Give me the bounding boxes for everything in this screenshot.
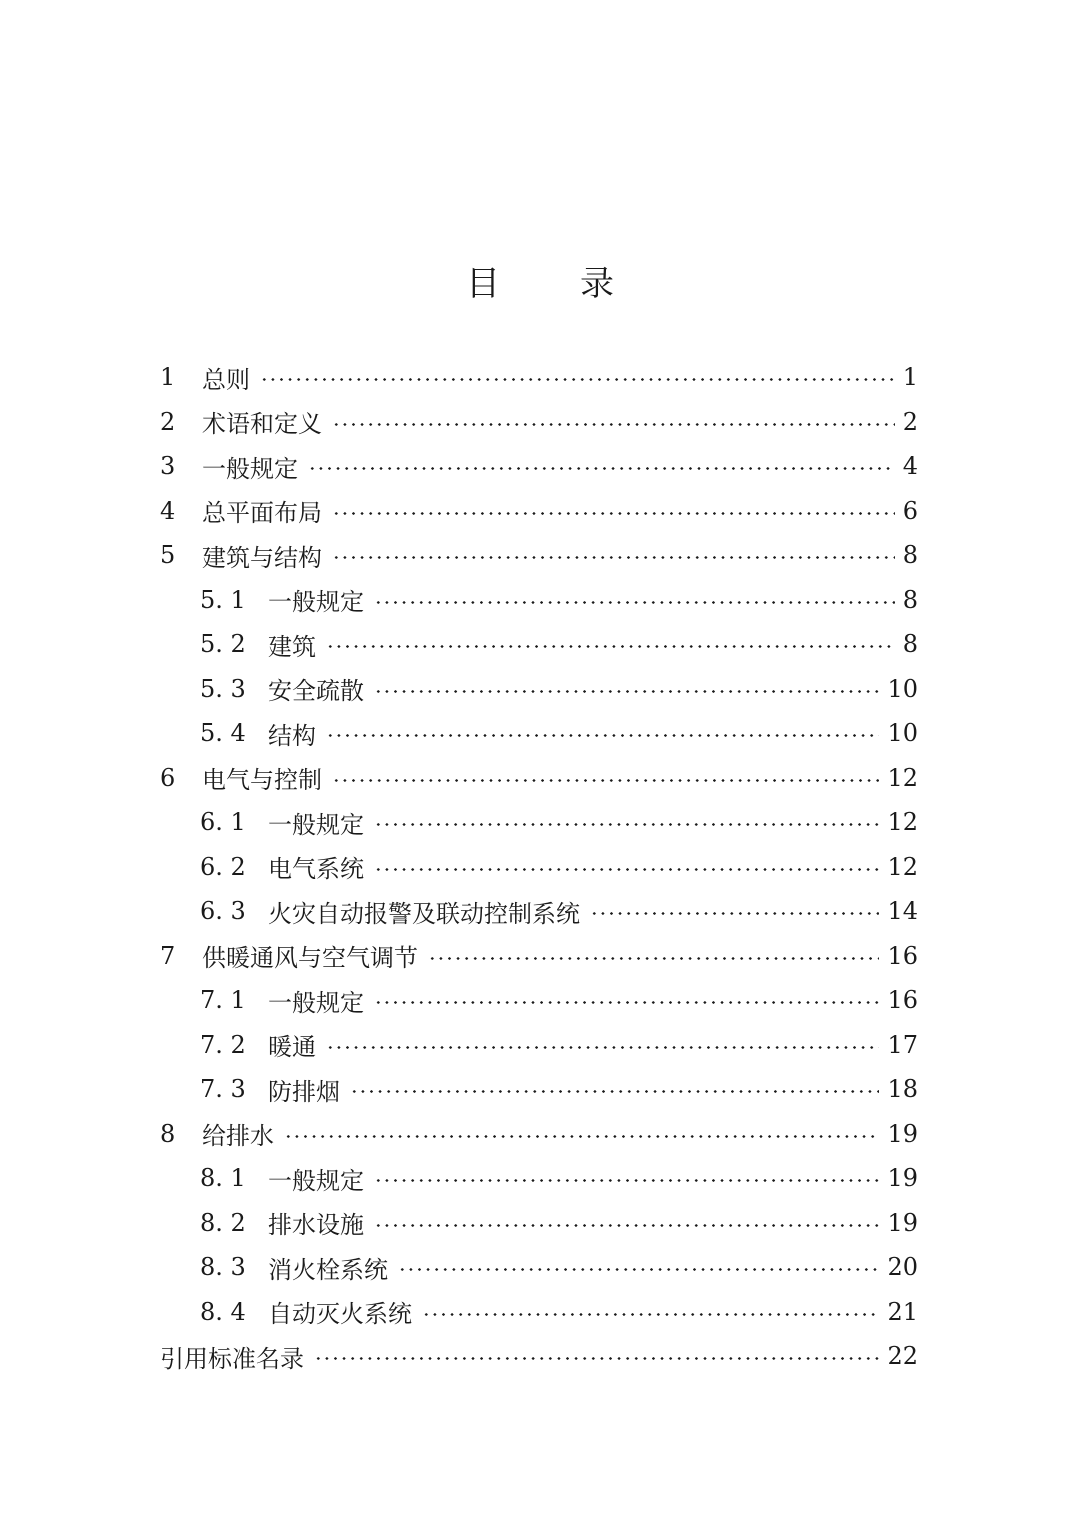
section-number: 7	[160, 941, 176, 970]
page-number: 18	[887, 1075, 918, 1104]
toc-entry[interactable]	[160, 1156, 918, 1201]
section-number: 6. 1	[200, 808, 246, 837]
toc-entry[interactable]	[160, 978, 918, 1023]
dot-leader	[428, 944, 879, 968]
section-number: 5. 4	[200, 719, 246, 748]
page-number: 19	[887, 1164, 918, 1193]
dot-leader	[374, 1166, 879, 1190]
section-title: 一般规定	[268, 588, 364, 617]
section-title: 一般规定	[268, 810, 364, 839]
toc-entry[interactable]	[160, 1334, 918, 1379]
page-title	[0, 256, 1080, 305]
dot-leader	[374, 855, 879, 879]
dot-leader	[332, 410, 895, 434]
dot-leader	[260, 365, 895, 389]
page-number: 1	[902, 363, 918, 392]
toc-entry[interactable]	[160, 355, 918, 400]
page-number: 16	[887, 941, 918, 970]
section-number: 7. 2	[200, 1030, 246, 1059]
section-number: 5. 1	[200, 585, 246, 614]
toc-entry[interactable]	[160, 711, 918, 756]
section-number: 5. 2	[200, 630, 246, 659]
dot-leader	[374, 988, 879, 1012]
toc-entry[interactable]	[160, 578, 918, 623]
toc-entry[interactable]	[160, 1245, 918, 1290]
section-title: 供暖通风与空气调节	[202, 944, 418, 973]
page-number: 6	[902, 496, 918, 525]
page-number: 19	[887, 1208, 918, 1237]
section-title: 给排水	[202, 1122, 274, 1151]
page-number: 10	[887, 674, 918, 703]
section-title: 排水设施	[268, 1211, 364, 1240]
section-number: 4	[160, 496, 176, 525]
section-title: 火灾自动报警及联动控制系统	[268, 899, 580, 928]
page-number: 16	[887, 986, 918, 1015]
dot-leader	[326, 721, 879, 745]
toc-entry[interactable]	[160, 756, 918, 801]
section-number: 6	[160, 763, 176, 792]
page-number: 17	[887, 1030, 918, 1059]
section-title: 消火栓系统	[268, 1255, 388, 1284]
section-number: 8	[160, 1119, 176, 1148]
toc-entry[interactable]	[160, 1201, 918, 1246]
section-title: 建筑	[268, 632, 316, 661]
section-number: 5	[160, 541, 176, 570]
dot-leader	[308, 454, 895, 478]
page-number: 8	[902, 630, 918, 659]
dot-leader	[332, 766, 879, 790]
section-title: 结构	[268, 721, 316, 750]
dot-leader	[350, 1077, 879, 1101]
page-number: 14	[887, 897, 918, 926]
dot-leader	[326, 1033, 879, 1057]
page-number: 12	[887, 808, 918, 837]
section-number: 8. 2	[200, 1208, 246, 1237]
dot-leader	[374, 677, 879, 701]
toc-entry[interactable]	[160, 1023, 918, 1068]
section-number: 7. 3	[200, 1075, 246, 1104]
section-number: 8. 1	[200, 1164, 246, 1193]
section-title: 防排烟	[268, 1077, 340, 1106]
toc-entry[interactable]	[160, 533, 918, 578]
section-number: 3	[160, 452, 176, 481]
table-of-contents	[160, 355, 918, 1379]
page-number: 10	[887, 719, 918, 748]
dot-leader	[284, 1122, 879, 1146]
toc-entry[interactable]	[160, 489, 918, 534]
page-number: 21	[887, 1297, 918, 1326]
section-number: 7. 1	[200, 986, 246, 1015]
dot-leader	[332, 499, 895, 523]
toc-entry[interactable]	[160, 889, 918, 934]
page-number: 8	[902, 585, 918, 614]
toc-entry[interactable]	[160, 800, 918, 845]
section-number: 2	[160, 407, 176, 436]
dot-leader	[314, 1344, 879, 1368]
section-number: 5. 3	[200, 674, 246, 703]
toc-entry[interactable]	[160, 934, 918, 979]
dot-leader	[374, 810, 879, 834]
page-number: 2	[902, 407, 918, 436]
dot-leader	[422, 1300, 879, 1324]
toc-entry[interactable]	[160, 845, 918, 890]
toc-entry[interactable]	[160, 667, 918, 712]
section-title: 安全疏散	[268, 677, 364, 706]
section-title: 电气系统	[268, 855, 364, 884]
section-title: 自动灭火系统	[268, 1300, 412, 1329]
page-number: 12	[887, 852, 918, 881]
dot-leader	[374, 588, 895, 612]
page-number: 4	[902, 452, 918, 481]
section-title: 电气与控制	[202, 766, 322, 795]
toc-entry[interactable]	[160, 444, 918, 489]
toc-entry[interactable]	[160, 622, 918, 667]
dot-leader	[590, 899, 879, 923]
toc-entry[interactable]	[160, 400, 918, 445]
section-title: 暖通	[268, 1033, 316, 1062]
toc-entry[interactable]	[160, 1067, 918, 1112]
dot-leader	[332, 543, 895, 567]
toc-entry[interactable]	[160, 1112, 918, 1157]
dot-leader	[398, 1255, 879, 1279]
section-title: 建筑与结构	[202, 543, 322, 572]
section-title: 一般规定	[202, 454, 298, 483]
dot-leader	[374, 1211, 879, 1235]
title-char-2: 录	[580, 264, 614, 304]
section-number: 8. 3	[200, 1253, 246, 1282]
section-title: 一般规定	[268, 988, 364, 1017]
title-char-1: 目	[466, 264, 500, 304]
page-number: 22	[887, 1342, 918, 1371]
section-number: 6. 2	[200, 852, 246, 881]
page-number: 20	[887, 1253, 918, 1282]
dot-leader	[326, 632, 895, 656]
page-number: 8	[902, 541, 918, 570]
section-title: 总则	[202, 365, 250, 394]
section-number: 1	[160, 363, 176, 392]
section-title: 术语和定义	[202, 410, 322, 439]
section-title: 引用标准名录	[160, 1344, 304, 1373]
section-title: 一般规定	[268, 1166, 364, 1195]
section-number: 6. 3	[200, 897, 246, 926]
section-title: 总平面布局	[202, 499, 322, 528]
section-number: 8. 4	[200, 1297, 246, 1326]
toc-entry[interactable]	[160, 1290, 918, 1335]
page-number: 12	[887, 763, 918, 792]
page-number: 19	[887, 1119, 918, 1148]
